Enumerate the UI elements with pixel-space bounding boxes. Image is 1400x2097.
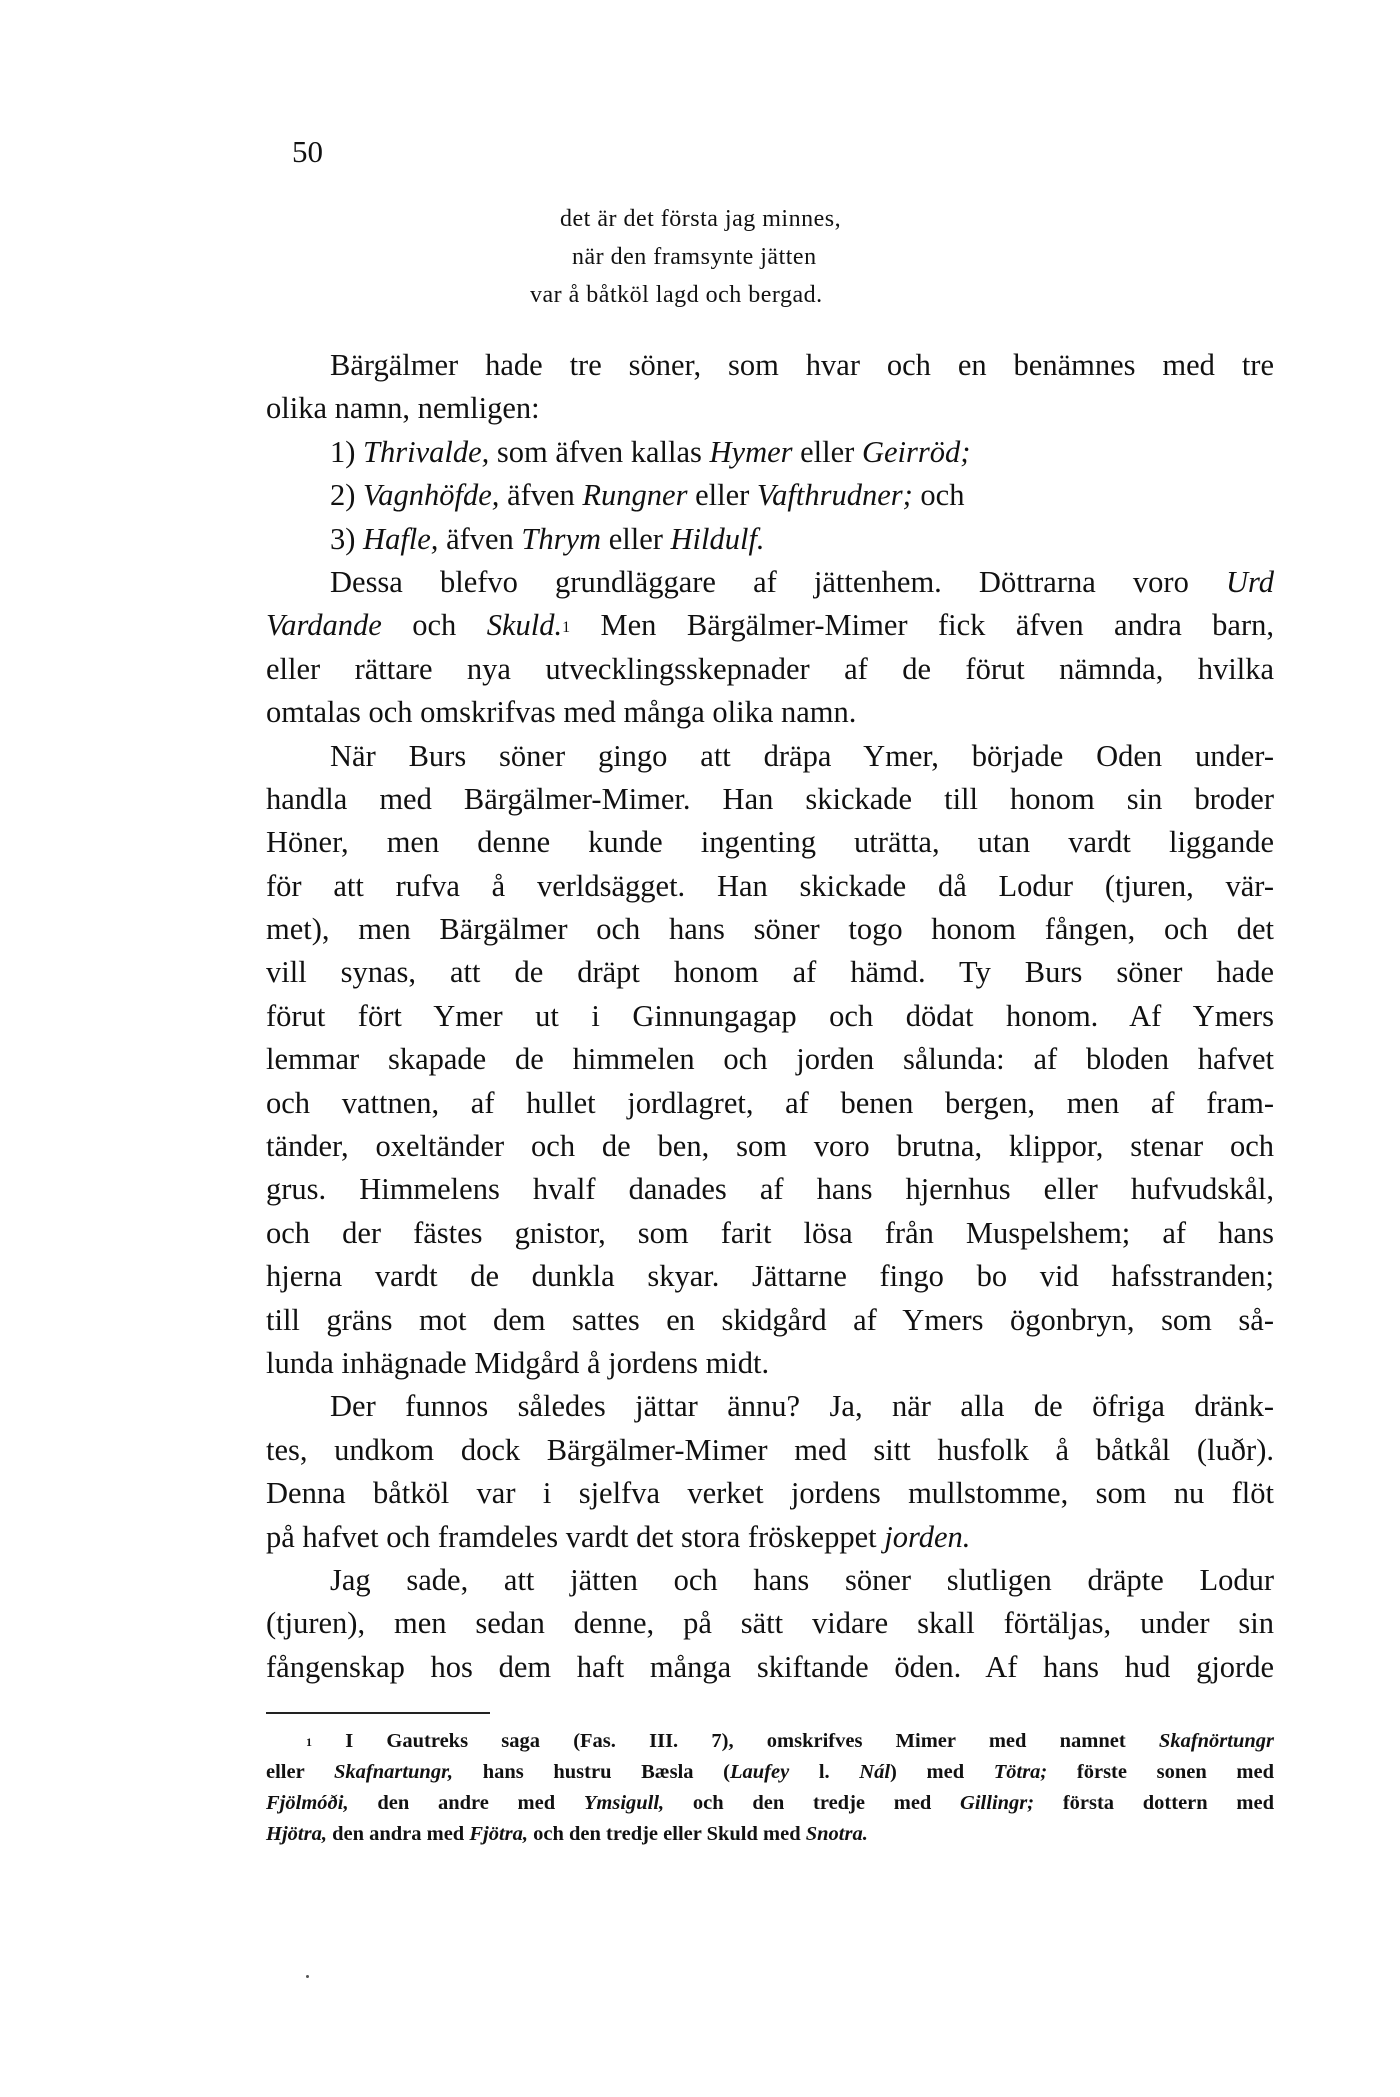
- text-line: olika namn, nemligen:: [266, 391, 540, 426]
- text-line: Vardande och Skuld.$^1$ Men Bärgälmer-Mimer fick äfven andra barn,: [266, 608, 1274, 643]
- list-item: 3) Hafle, äfven Thrym eller Hildulf.: [330, 521, 765, 556]
- text-line: och der fästes gnistor, som farit lösa från Muspelshem; af hans: [266, 1215, 1274, 1250]
- text-line: Höner, men denne kunde ingenting uträtta, utan vardt liggande: [266, 825, 1274, 860]
- list-item: 2) Vagnhöfde, äfven Rungner eller Vafthrudner; och: [330, 478, 965, 513]
- footnote-number: 1: [306, 1735, 312, 1749]
- text-line: fångenskap hos dem haft många skiftande öden. Af hans hud gjorde: [266, 1649, 1274, 1684]
- text-line: lemmar skapade de himmelen och jorden sålunda: af bloden hafvet: [266, 1042, 1274, 1077]
- text-line: Der funnos således jättar ännu? Ja, när alla de öfriga dränk-: [330, 1389, 1274, 1424]
- print-speck: [306, 1975, 309, 1978]
- text-line: tänder, oxeltänder och de ben, som voro brutna, klippor, stenar och: [266, 1129, 1274, 1164]
- footnote-line: Hjötra, den andra med Fjötra, och den tredje eller Skuld med Snotra.: [266, 1823, 868, 1845]
- verse-line: det är det första jag minnes,: [560, 206, 842, 232]
- text-line: handla med Bärgälmer-Mimer. Han skickade till honom sin broder: [266, 781, 1274, 816]
- footnote-marker: 1: [562, 619, 571, 637]
- text-line: och vattnen, af hullet jordlagret, af benen bergen, men af fram-: [266, 1085, 1274, 1120]
- verse-line: när den framsynte jätten: [572, 244, 817, 270]
- footnote-line: Fjölmóði, den andre med Ymsigull, och den tredje med Gillingr; första dottern med: [266, 1792, 1274, 1814]
- text-line: lunda inhägnade Midgård å jordens midt.: [266, 1345, 770, 1380]
- verse-line: var å båtköl lagd och bergad.: [530, 282, 823, 308]
- footnote-line: eller Skafnartungr, hans hustru Bæsla (Laufey l. Nál) med Tötra; förste sonen med: [266, 1761, 1274, 1783]
- text-line: förut fört Ymer ut i Ginnungagap och dödat honom. Af Ymers: [266, 998, 1274, 1033]
- text-line: på hafvet och framdeles vardt det stora fröskeppet jorden.: [266, 1519, 971, 1554]
- verse-block: [530, 200, 842, 314]
- text-line: tes, undkom dock Bärgälmer-Mimer med sitt husfolk å båtkål (luðr).: [266, 1432, 1274, 1467]
- text-line: omtalas och omskrifvas med många olika namn.: [266, 695, 857, 730]
- text-line: När Burs söner gingo att dräpa Ymer, började Oden under-: [330, 738, 1274, 773]
- text-line: för att rufva å verldsägget. Han skickade då Lodur (tjuren, vär-: [266, 868, 1274, 903]
- footnote-line: $^1$ I Gautreks saga (Fas. III. 7), omskrifves Mimer med namnet Skafnörtungr: [306, 1730, 1275, 1752]
- text-line: eller rättare nya utvecklingsskepnader af de förut nämnda, hvilka: [266, 651, 1274, 686]
- text-line: Bärgälmer hade tre söner, som hvar och en benämnes med tre: [330, 348, 1274, 382]
- text-line: (tjuren), men sedan denne, på sätt vidare skall förtäljas, under sin: [266, 1606, 1274, 1641]
- footnote-rule: [266, 1712, 490, 1714]
- page-number: 50: [292, 134, 323, 169]
- text-line: Jag sade, att jätten och hans söner slutligen dräpte Lodur: [330, 1562, 1274, 1597]
- body-text: [266, 344, 1274, 1689]
- text-line: vill synas, att de dräpt honom af hämd. Ty Burs söner hade: [266, 955, 1274, 990]
- text-line: till gräns mot dem sattes en skidgård af Ymers ögonbryn, som så-: [266, 1302, 1274, 1337]
- footnotes: [266, 1726, 1274, 1850]
- text-line: Dessa blefvo grundläggare af jättenhem. Döttrarna voro Urd: [330, 564, 1274, 599]
- text-line: Denna båtköl var i sjelfva verket jordens mullstomme, som nu flöt: [266, 1476, 1274, 1511]
- text-line: grus. Himmelens hvalf danades af hans hjernhus eller hufvudskål,: [266, 1172, 1274, 1207]
- text-line: met), men Bärgälmer och hans söner togo honom fången, och det: [266, 912, 1274, 947]
- list-item: 1) Thrivalde, som äfven kallas Hymer eller Geirröd;: [330, 434, 971, 469]
- text-line: hjerna vardt de dunkla skyar. Jättarne fingo bo vid hafsstranden;: [266, 1259, 1274, 1294]
